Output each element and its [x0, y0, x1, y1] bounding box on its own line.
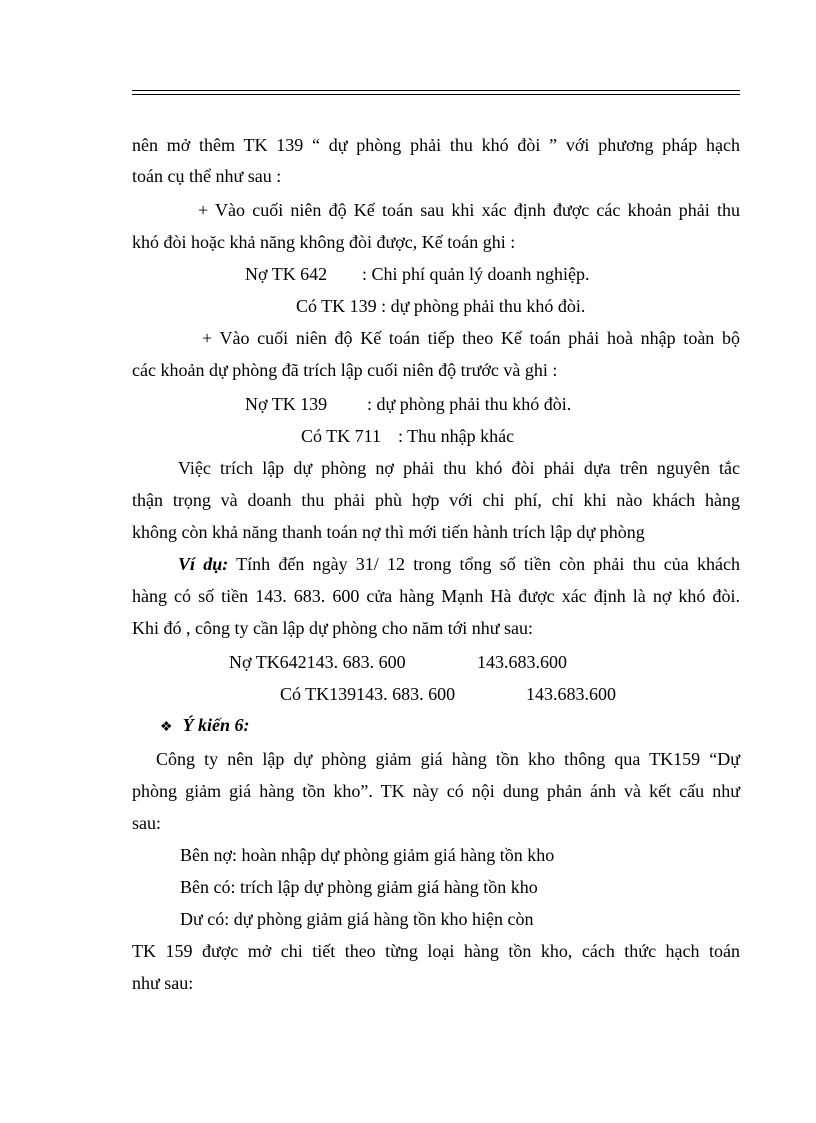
entry-debit-desc: : Chi phí quản lý doanh nghiệp.	[362, 264, 590, 284]
entry-debit-account: Nợ TK642143. 683. 600	[229, 652, 406, 672]
text-line: các khoản dự phòng đã trích lập cuối niên độ trước và ghi :	[132, 360, 558, 380]
text-line: phòng giảm giá hàng tồn kho”. TK này có nội dung phản ánh và kết cấu như	[132, 781, 740, 801]
header-rule-bottom	[132, 94, 740, 95]
entry-credit: Có TK 139 : dự phòng phải thu khó đòi.	[296, 296, 586, 316]
balance-line: Dư có: dự phòng giảm giá hàng tồn kho hiện còn	[180, 909, 534, 929]
example-line	[178, 553, 740, 575]
text-line: Khi đó , công ty cần lập dự phòng cho năm tới như sau:	[132, 618, 533, 638]
text-line: + Vào cuối niên độ Kế toán tiếp theo Kế toán phải hoà nhập toàn bộ	[202, 328, 740, 348]
header-rule-top	[132, 90, 740, 91]
entry-debit-label: Nợ TK 139	[245, 394, 328, 414]
text-line: TK 159 được mở chi tiết theo từng loại hàng tồn kho, cách thức hạch toán	[132, 941, 740, 961]
section-heading	[160, 714, 250, 739]
text-line: khó đòi hoặc khả năng không đòi được, Kế toán ghi :	[132, 232, 516, 252]
entry-debit-amount: 143.683.600	[477, 652, 567, 672]
entry-credit-desc: : Thu nhập khác	[398, 426, 515, 446]
example-label: Ví dụ:	[178, 554, 229, 574]
debit-side-line: Bên nợ: hoàn nhập dự phòng giảm giá hàng tồn kho	[180, 845, 555, 865]
text-line: toán cụ thể như sau :	[132, 166, 282, 186]
entry-credit-amount: 143.683.600	[526, 684, 616, 704]
text-line: Công ty nên lập dự phòng giảm giá hàng tồn kho thông qua TK159 “Dự	[156, 749, 740, 769]
entry-debit-label: Nợ TK 642	[245, 264, 328, 284]
diamond-bullet-icon: ❖	[160, 720, 173, 735]
text-line: + Vào cuối niên độ Kế toán sau khi xác định được các khoản phải thu	[198, 200, 740, 220]
text-line: không còn khả năng thanh toán nợ thì mới tiến hành trích lập dự phòng	[132, 522, 645, 542]
entry-debit-desc: : dự phòng phải thu khó đòi.	[367, 394, 572, 414]
text-line: như sau:	[132, 973, 194, 993]
text-line: sau:	[132, 813, 161, 833]
text-line: nên mở thêm TK 139 “ dự phòng phải thu khó đòi ” với phương pháp hạch	[132, 135, 740, 155]
text-line: thận trọng và doanh thu phải phù hợp với chi phí, chỉ khi nào khách hàng	[132, 490, 740, 510]
text-line: Việc trích lập dự phòng nợ phải thu khó đòi phải dựa trên nguyên tắc	[178, 458, 740, 478]
credit-side-line: Bên có: trích lập dự phòng giảm giá hàng tồn kho	[180, 877, 538, 897]
entry-credit-account: Có TK139143. 683. 600	[280, 684, 456, 704]
text-line: hàng có số tiền 143. 683. 600 cửa hàng Mạnh Hà được xác định là nợ khó đòi.	[132, 586, 740, 606]
example-text: Tính đến ngày 31/ 12 trong tổng số tiền còn phải thu của khách	[228, 554, 740, 574]
section-title: Ý kiến 6:	[182, 715, 250, 735]
entry-credit-label: Có TK 711	[301, 426, 382, 446]
